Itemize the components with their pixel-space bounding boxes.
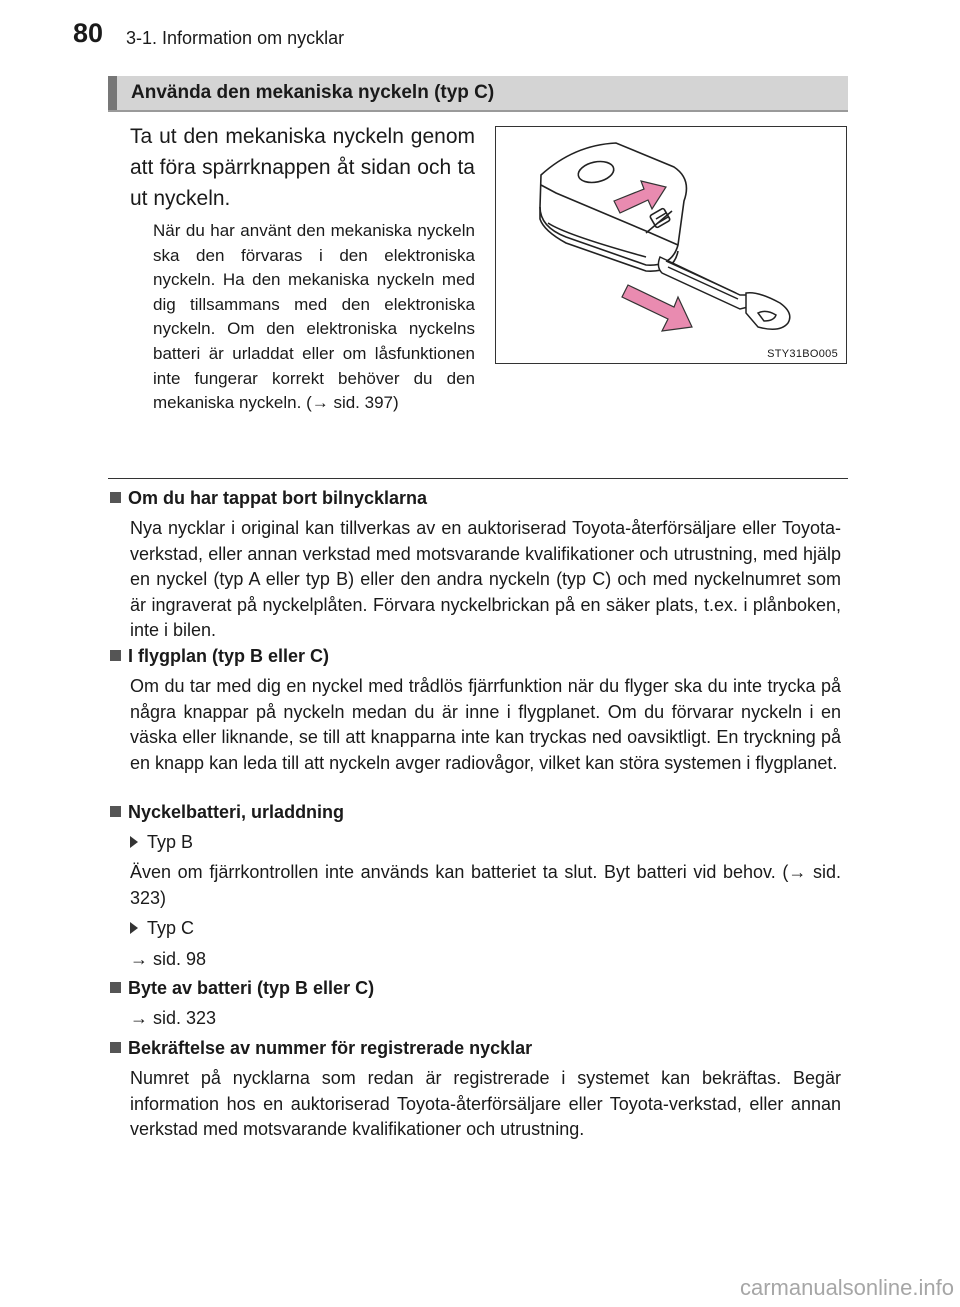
- topic-heading-battery-replacement: [110, 978, 374, 999]
- square-bullet-icon: [110, 650, 121, 661]
- section-header-bar: [108, 76, 848, 112]
- sub-item-label: Typ C: [147, 918, 195, 938]
- topic-heading-battery-depletion: [110, 802, 344, 823]
- triangle-bullet-icon: [130, 836, 138, 848]
- key-fob: [540, 143, 686, 271]
- square-bullet-icon: [110, 492, 121, 503]
- battery-replacement-reference: → sid. 323: [130, 1008, 217, 1028]
- pull-arrow: [622, 285, 692, 331]
- square-bullet-icon: [110, 1042, 121, 1053]
- square-bullet-icon: [110, 982, 121, 993]
- figure-code: STY31BO005: [767, 348, 838, 360]
- running-head: 3-1. Information om nycklar: [126, 28, 345, 48]
- topic-paragraph-lost-keys: Nya nycklar i original kan tillverkas av en auktoriserad Toyota-återförsäljare eller Toyota-verkstad, eller annan verkstad med motsvarande kvalifikationer och utrustning, med hjälp en nyckel (typ A eller typ B) eller den andra nyckeln (typ C) och med nyckelnumret som är ingraverat på nyckelplåten. Förvara nyckelbrickan på en säker plats, t.ex. i plånboken, inte i bilen.: [130, 518, 841, 641]
- footer-watermark: carmanualsonline.info: [739, 1275, 954, 1300]
- topic-heading-text: I flygplan (typ B eller C): [128, 646, 330, 666]
- section-divider: [108, 478, 848, 479]
- intro-note: När du har använt den mekaniska nyckeln ska den förvaras i den elektroniska nyckeln. Ha den mekaniska nyckeln med dig tillsammans med den elektroniska nyckeln. Om den elektroniska nyckelns batteri är urladdat eller om låsfunktionen inte fungerar korrekt behöver du den mekaniska nyckeln. (→ sid. 397): [153, 221, 475, 413]
- type-c-reference: → sid. 98: [130, 949, 207, 969]
- topic-heading-text: Om du har tappat bort bilnycklarna: [128, 488, 428, 508]
- sub-item-label: Typ B: [147, 832, 194, 852]
- square-bullet-icon: [110, 806, 121, 817]
- key-illustration: [495, 126, 847, 364]
- topic-paragraph-airplane: Om du tar med dig en nyckel med trådlös fjärrfunktion när du flyger ska du inte trycka på några knappar på nyckeln medan du är inne i flygplanet. Om du förvarar nyckeln i en väska eller liknande, se till att knapparna inte kan tryckas ned oavsiktligt. En tryckning på en knapp kan leda till att nyckeln avger radiovågor, vilket kan störa systemen i flygplanet.: [130, 676, 841, 773]
- topic-heading-key-numbers: [110, 1038, 532, 1059]
- triangle-bullet-icon: [130, 922, 138, 934]
- page-number: 80: [73, 18, 104, 48]
- topic-heading-lost-keys: [110, 488, 427, 509]
- intro-instruction: Ta ut den mekaniska nyckeln genom att föra spärrknappen åt sidan och ta ut nyckeln.: [130, 125, 475, 210]
- sub-item-type-c: [130, 918, 194, 939]
- sub-item-type-b: [130, 832, 193, 853]
- section-title: Använda den mekaniska nyckeln (typ C): [131, 82, 495, 103]
- topic-heading-text: Bekräftelse av nummer för registrerade nycklar: [128, 1038, 533, 1058]
- topic-heading-text: Byte av batteri (typ B eller C): [128, 978, 375, 998]
- key-drawing: [496, 127, 846, 363]
- topic-heading-text: Nyckelbatteri, urladdning: [128, 802, 345, 822]
- topic-heading-airplane: [110, 646, 329, 667]
- type-b-paragraph: Även om fjärrkontrollen inte används kan batteriet ta slut. Byt batteri vid behov. (→ sid. 323): [130, 862, 841, 908]
- topic-paragraph-key-numbers: Numret på nycklarna som redan är registrerade i systemet kan bekräftas. Begär information hos en auktoriserad Toyota-återförsäljare eller Toyota-verkstad, eller annan verkstad med motsvarande kvalifikationer och utrustning.: [130, 1068, 841, 1140]
- section-header-marker: [108, 76, 117, 110]
